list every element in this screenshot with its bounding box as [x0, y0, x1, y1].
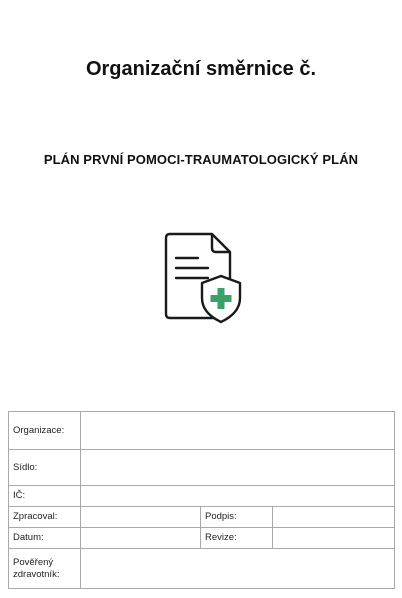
- datum-label: Datum:: [9, 528, 81, 549]
- organizace-label: Organizace:: [9, 412, 81, 450]
- povereny-label-line1: Pověřený: [13, 556, 54, 568]
- document-title: Organizační směrnice č.: [85, 58, 317, 80]
- zpracoval-label: Zpracoval:: [9, 507, 81, 528]
- ic-label: IČ:: [9, 486, 81, 507]
- ic-field[interactable]: [81, 486, 395, 507]
- revize-label: Revize:: [201, 528, 273, 549]
- document-medical-shield-icon: [160, 230, 244, 326]
- row-sidlo: [9, 450, 395, 486]
- sidlo-label: Sídlo:: [9, 450, 81, 486]
- povereny-label-line2: zdravotník:: [13, 568, 60, 580]
- povereny-zdravotnik-field[interactable]: [81, 549, 395, 589]
- document-subtitle: PLÁN PRVNÍ POMOCI-TRAUMATOLOGICKÝ PLÁN: [43, 152, 359, 167]
- row-povereny: [9, 549, 395, 589]
- organization-info-table: [8, 411, 395, 589]
- datum-field[interactable]: [81, 528, 201, 549]
- podpis-field[interactable]: [273, 507, 395, 528]
- row-organizace: [9, 412, 395, 450]
- revize-field[interactable]: [273, 528, 395, 549]
- row-ic: [9, 486, 395, 507]
- podpis-label: Podpis:: [201, 507, 273, 528]
- povereny-zdravotnik-label: [9, 549, 81, 589]
- organizace-field[interactable]: [81, 412, 395, 450]
- row-datum: [9, 528, 395, 549]
- row-zpracoval: [9, 507, 395, 528]
- zpracoval-field[interactable]: [81, 507, 201, 528]
- sidlo-field[interactable]: [81, 450, 395, 486]
